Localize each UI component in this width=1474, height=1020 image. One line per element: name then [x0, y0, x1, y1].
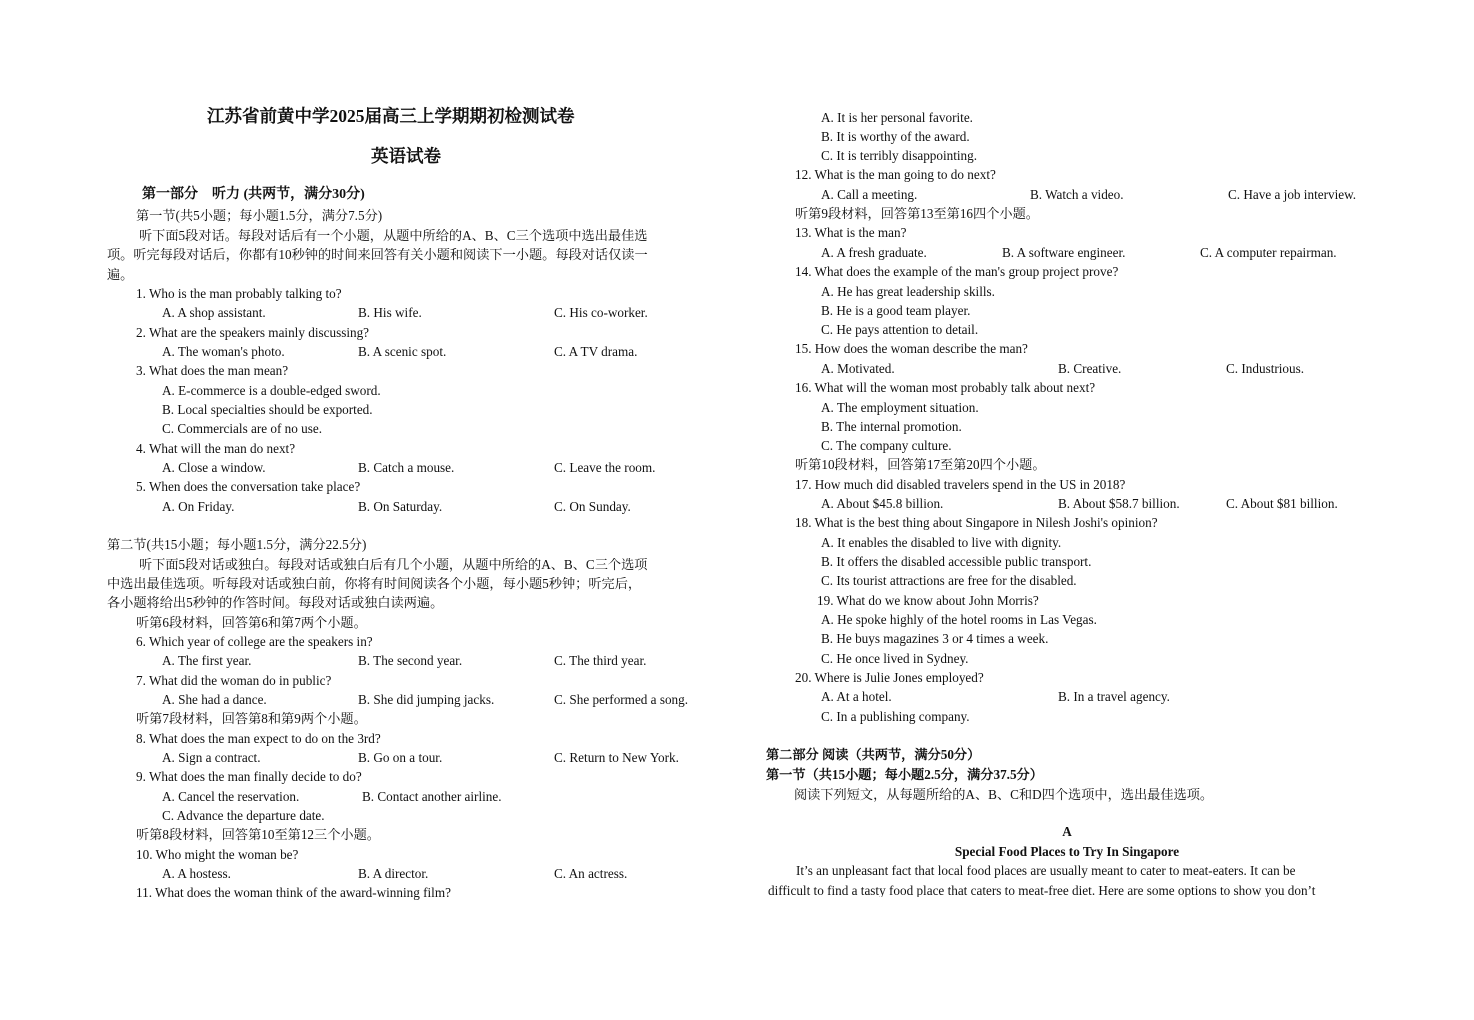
question-stem: 4. What will the man do next?	[136, 441, 296, 456]
option-c: C. It is terribly disappointing.	[821, 148, 978, 163]
section2-instruction-line: 听下面5段对话或独白。每段对话或独白后有几个小题，从题中所给的A、B、C三个选项	[139, 558, 648, 572]
option-c: C. Its tourist attractions are free for the disabled.	[821, 573, 1077, 588]
option-a: A. Motivated.	[821, 361, 895, 376]
option-b: B. In a travel agency.	[1058, 689, 1170, 704]
option-c: C. On Sunday.	[554, 499, 631, 514]
question-stem: 3. What does the man mean?	[136, 363, 289, 378]
passage-line: It’s an unpleasant fact that local food places are usually meant to cater to meat-eaters. It can be	[796, 864, 1296, 878]
passage-label: A	[1062, 824, 1072, 839]
question-stem: 10. Who might the woman be?	[136, 847, 299, 862]
option-b: B. The internal promotion.	[821, 419, 962, 434]
option-a: A. The employment situation.	[821, 400, 979, 415]
material-note: 听第8段材料，回答第10至第12三个小题。	[136, 827, 380, 842]
material-note: 听第9段材料，回答第13至第16四个小题。	[795, 206, 1039, 221]
option-b: B. A director.	[358, 866, 429, 881]
option-c: C. An actress.	[554, 866, 628, 881]
option-b: B. The second year.	[358, 653, 463, 668]
option-c: C. Commercials are of no use.	[162, 421, 323, 436]
option-c: C. A TV drama.	[554, 344, 638, 359]
option-c: C. Advance the departure date.	[162, 808, 325, 823]
option-a: A. He has great leadership skills.	[821, 284, 995, 299]
part1-section1-heading: 第一节(共5小题；每小题1.5分，满分7.5分)	[136, 208, 383, 223]
option-c: C. A computer repairman.	[1200, 245, 1337, 260]
option-c: C. In a publishing company.	[821, 709, 970, 724]
material-note: 听第6段材料，回答第6和第7两个小题。	[136, 615, 367, 630]
option-a: A. He spoke highly of the hotel rooms in Las Vegas.	[821, 612, 1097, 627]
option-b: B. He is a good team player.	[821, 303, 971, 318]
option-b: B. Creative.	[1058, 361, 1122, 376]
question-stem: 5. When does the conversation take place?	[136, 479, 361, 494]
part2-instruction: 阅读下列短文，从每题所给的A、B、C和D四个选项中，选出最佳选项。	[794, 787, 1214, 802]
option-c: C. About $81 billion.	[1226, 496, 1338, 511]
question-stem: 20. Where is Julie Jones employed?	[795, 670, 984, 685]
section2-instruction-line: 中选出最佳选项。听每段对话或独白前，你将有时间阅读各个小题，每小题5秒钟；听完后，	[107, 577, 642, 591]
option-a: A. At a hotel.	[821, 689, 892, 704]
section1-instruction-line: 遍。	[107, 267, 134, 282]
question-stem: 8. What does the man expect to do on the 3rd?	[136, 731, 381, 746]
option-a: A. Call a meeting.	[821, 187, 918, 202]
option-a: A. She had a dance.	[162, 692, 267, 707]
option-b: B. Go on a tour.	[358, 750, 443, 765]
section1-instruction-line: 听下面5段对话。每段对话后有一个小题，从题中所给的A、B、C三个选项中选出最佳选	[139, 229, 648, 243]
option-a: A. The first year.	[162, 653, 252, 668]
option-b: B. Contact another airline.	[362, 789, 502, 804]
option-c: C. Leave the room.	[554, 460, 656, 475]
question-stem: 7. What did the woman do in public?	[136, 673, 332, 688]
option-c: C. He once lived in Sydney.	[821, 651, 969, 666]
passage-title: Special Food Places to Try In Singapore	[954, 844, 1180, 859]
option-c: C. Have a job interview.	[1228, 187, 1357, 202]
option-a: A. Cancel the reservation.	[162, 789, 300, 804]
option-b: B. His wife.	[358, 305, 422, 320]
option-b: B. He buys magazines 3 or 4 times a week.	[821, 631, 1049, 646]
section2-instruction-line: 各小题将给出5秒钟的作答时间。每段对话或独白读两遍。	[107, 595, 444, 610]
option-c: C. The company culture.	[821, 438, 952, 453]
option-b: B. About $58.7 billion.	[1058, 496, 1180, 511]
exam-title: 江苏省前黄中学2025届高三上学期期初检测试卷	[207, 106, 575, 126]
question-stem: 13. What is the man?	[795, 225, 907, 240]
option-c: C. Return to New York.	[554, 750, 679, 765]
option-c: C. His co-worker.	[554, 305, 648, 320]
option-a: A. A hostess.	[162, 866, 231, 881]
option-b: B. She did jumping jacks.	[358, 692, 495, 707]
part2-section1-heading: 第一节（共15小题；每小题2.5分，满分37.5分）	[766, 767, 1043, 782]
option-c: C. Industrious.	[1226, 361, 1305, 376]
option-b: B. A software engineer.	[1002, 245, 1126, 260]
option-a: A. Close a window.	[162, 460, 266, 475]
part1-heading: 第一部分 听力 (共两节，满分30分)	[142, 187, 365, 202]
part2-heading: 第二部分 阅读（共两节，满分50分）	[766, 747, 981, 762]
option-a: A. On Friday.	[162, 499, 235, 514]
option-b: B. Watch a video.	[1030, 187, 1124, 202]
question-stem: 1. Who is the man probably talking to?	[136, 286, 342, 301]
question-stem: 11. What does the woman think of the award-winning film?	[136, 885, 451, 900]
exam-subject: 英语试卷	[371, 146, 441, 166]
passage-line: difficult to find a tasty food place that caters to meat-free diet. Here are some options to show you don’t	[768, 884, 1316, 898]
option-a: A. E-commerce is a double-edged sword.	[162, 383, 381, 398]
option-a: A. About $45.8 billion.	[821, 496, 944, 511]
option-c: C. The third year.	[554, 653, 647, 668]
option-a: A. A shop assistant.	[162, 305, 266, 320]
question-stem: 18. What is the best thing about Singapore in Nilesh Joshi's opinion?	[795, 515, 1158, 530]
material-note: 听第10段材料，回答第17至第20四个小题。	[795, 457, 1046, 472]
option-b: B. On Saturday.	[358, 499, 443, 514]
question-stem: 17. How much did disabled travelers spend in the US in 2018?	[795, 477, 1126, 492]
option-a: A. It enables the disabled to live with dignity.	[821, 535, 1062, 550]
question-stem: 2. What are the speakers mainly discussing?	[136, 325, 370, 340]
question-stem: 16. What will the woman most probably talk about next?	[795, 380, 1096, 395]
option-b: B. Local specialties should be exported.	[162, 402, 373, 417]
question-stem: 12. What is the man going to do next?	[795, 167, 996, 182]
question-stem: 6. Which year of college are the speakers in?	[136, 634, 373, 649]
material-note: 听第7段材料，回答第8和第9两个小题。	[136, 711, 367, 726]
question-stem: 14. What does the example of the man's group project prove?	[795, 264, 1119, 279]
option-b: B. A scenic spot.	[358, 344, 447, 359]
option-a: A. It is her personal favorite.	[821, 110, 973, 125]
part1-section2-heading: 第二节(共15小题；每小题1.5分，满分22.5分)	[107, 537, 367, 552]
option-a: A. The woman's photo.	[162, 344, 285, 359]
option-a: A. Sign a contract.	[162, 750, 261, 765]
option-b: B. It offers the disabled accessible public transport.	[821, 554, 1092, 569]
option-c: C. He pays attention to detail.	[821, 322, 979, 337]
option-a: A. A fresh graduate.	[821, 245, 927, 260]
option-c: C. She performed a song.	[554, 692, 689, 707]
section1-instruction-line: 项。听完每段对话后，你都有10秒钟的时间来回答有关小题和阅读下一小题。每段对话仅读一	[107, 248, 648, 262]
question-stem: 9. What does the man finally decide to do?	[136, 769, 362, 784]
question-stem: 19. What do we know about John Morris?	[817, 593, 1039, 608]
option-b: B. Catch a mouse.	[358, 460, 455, 475]
option-b: B. It is worthy of the award.	[821, 129, 970, 144]
question-stem: 15. How does the woman describe the man?	[795, 341, 1028, 356]
